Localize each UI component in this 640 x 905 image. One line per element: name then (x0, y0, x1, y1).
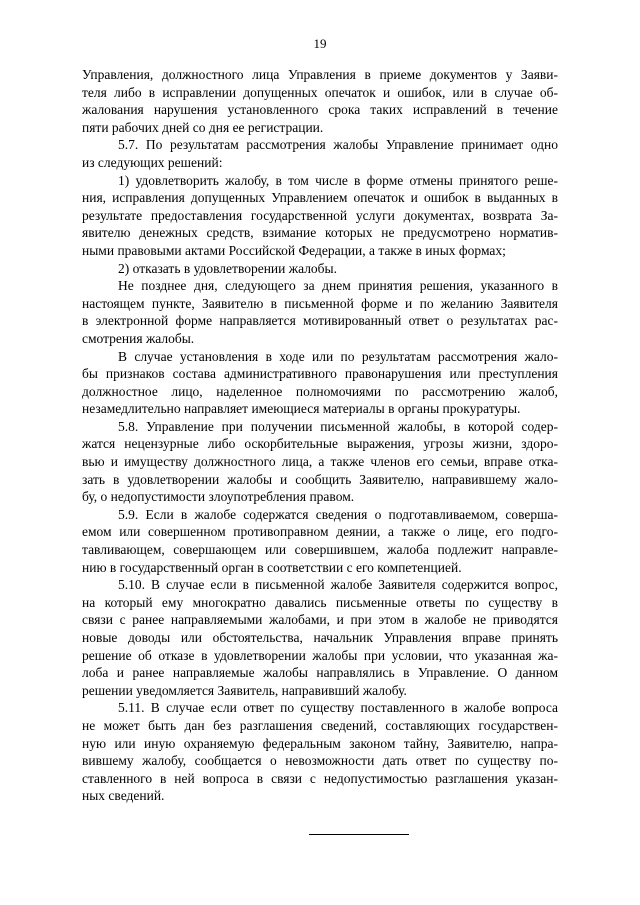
text-line: В случае установления в ходе или по результатам рассмотрения жало- (118, 348, 558, 364)
text-line: бы признаков состава административного правонарушения или преступления (82, 366, 558, 382)
text-line: 5.7. По результатам рассмотрения жалобы Управление принимает одно (118, 137, 558, 153)
end-of-text-rule (309, 834, 409, 835)
text-line: 5.10. В случае если в письменной жалобе Заявителя содержится вопрос, (118, 577, 558, 593)
text-line: лоба и ранее направляемые жалобы направлялись в Управление. О данном (82, 665, 558, 681)
page-number: 19 (313, 36, 327, 51)
text-line: 2) отказать в удовлетворении жалобы. (118, 260, 337, 276)
text-line: зать в удовлетворении жалобы и сообщить Заявителю, направившему жало- (82, 471, 558, 487)
text-line: не может быть дан без разглашения сведений, составляющих государствен- (82, 717, 558, 733)
text-line: смотрения жалобы. (82, 330, 195, 346)
text-line: 1) удовлетворить жалобу, в том числе в форме отмены принятого реше- (118, 172, 558, 188)
text-line: ными правовыми актами Российской Федерации, а также в иных формах; (82, 242, 506, 258)
text-line: в электронной форме направляется мотивированный ответ о результатах рас- (82, 313, 558, 329)
text-line: должностное лицо, наделенное полномочиями по рассмотрению жалоб, (82, 383, 558, 399)
text-line: результате предоставления государственной услуги документах, возврата За- (82, 207, 558, 223)
text-line: ную или иную охраняемую федеральным законом тайну, Заявителю, напра- (82, 735, 558, 751)
text-line: незамедлительно направляет имеющиеся материалы в органы прокуратуры. (82, 401, 521, 417)
text-line: настоящем пункте, Заявителю в письменной форме и по желанию Заявителя (82, 295, 558, 311)
text-line: новые доводы или обстоятельства, начальник Управления вправе принять (82, 630, 558, 645)
text-line: нию в государственный орган в соответствии с его компетенцией. (82, 559, 462, 575)
text-line: вью и имуществу должностного лица, а также членов его семьи, вправе отка- (82, 454, 558, 470)
text-line: связи с ранее направляемыми жалобами, и при этом в жалобе не приводятся (82, 612, 558, 628)
text-line: теля либо в исправлении допущенных опечаток и ошибок, или в случае об- (82, 84, 558, 100)
text-line: ния, исправления допущенных Управлением опечаток и ошибок в выданных в (82, 190, 558, 206)
text-line: решении уведомляется Заявитель, направивший жалобу. (82, 682, 407, 698)
text-line: Управления, должностного лица Управления в приеме документов у Заяви- (82, 67, 558, 82)
text-line: 5.9. Если в жалобе содержатся сведения о подготавливаемом, соверша- (118, 506, 558, 522)
text-line: ных сведений. (82, 788, 165, 804)
text-line: из следующих решений: (82, 154, 223, 170)
text-line: жатся нецензурные либо оскорбительные выражения, угрозы жизни, здоро- (82, 436, 558, 452)
text-line: тавливающем, совершающем или совершившем, жалоба подлежит направле- (82, 542, 558, 558)
text-line: на который ему многократно давались письменные ответы по существу в (82, 594, 558, 610)
text-line: 5.11. В случае если ответ по существу поставленного в жалобе вопроса (118, 700, 558, 716)
text-line: решение об отказе в удовлетворении жалобы при условии, что указанная жа- (82, 647, 558, 663)
text-line: пяти рабочих дней со дня ее регистрации. (82, 119, 324, 135)
text-line: емом или совершенном противоправном деянии, а также о лице, его подго- (82, 524, 558, 540)
document-body (82, 66, 558, 805)
text-line: явителю денежных средств, взимание которых не предусмотрено норматив- (82, 225, 558, 241)
text-line: бу, о недопустимости злоупотребления правом. (82, 489, 355, 505)
text-line: 5.8. Управление при получении письменной жалобы, в которой содер- (118, 418, 558, 434)
text-line: Не позднее дня, следующего за днем принятия решения, указанного в (118, 278, 558, 294)
text-line: ставленного в ней вопроса в связи с недопустимостью разглашения указан- (82, 770, 558, 786)
text-line: жалования нарушения установленного срока таких исправлений в течение (82, 102, 558, 118)
text-line: вившему жалобу, сообщается о невозможности дать ответ по существу по- (82, 753, 558, 769)
